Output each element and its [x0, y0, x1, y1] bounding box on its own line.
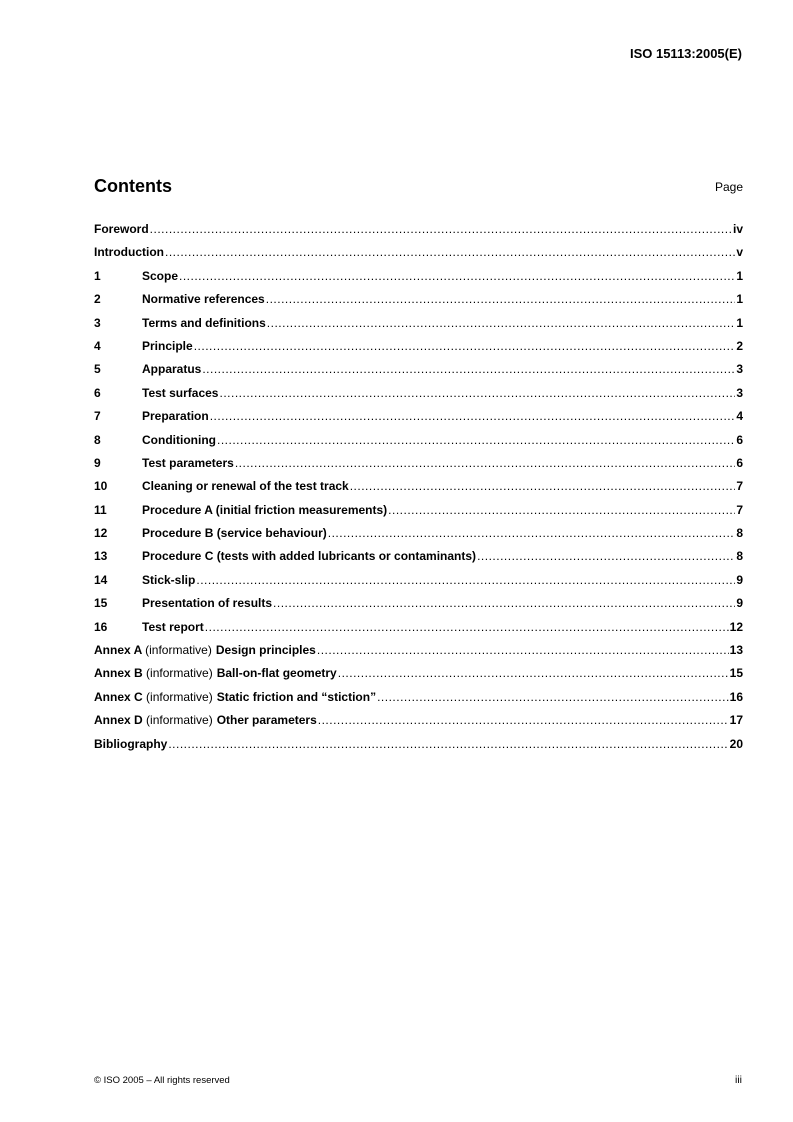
- toc-entry-label: Scope: [142, 268, 179, 283]
- toc-entry-label: Test parameters: [142, 455, 234, 470]
- toc-entry-page: 20: [729, 736, 743, 751]
- toc-entry-1[interactable]: [94, 269, 743, 292]
- toc-entry-number: 10: [94, 479, 108, 494]
- toc-entry-label: Terms and definitions: [142, 315, 266, 330]
- dot-leader: [205, 620, 729, 634]
- toc-entry-label: Principle: [142, 338, 193, 353]
- toc-entry-label: Apparatus: [142, 362, 202, 377]
- toc-entry-page: 2: [736, 338, 743, 353]
- dot-leader: [217, 433, 735, 447]
- toc-entry-label: Test surfaces: [142, 385, 219, 400]
- toc-entry-number: 9: [94, 455, 101, 470]
- dot-leader: [477, 549, 735, 563]
- toc-entry-number: 7: [94, 409, 101, 424]
- toc-entry-label: Foreword: [94, 222, 149, 236]
- toc-annex-d[interactable]: [94, 713, 743, 736]
- toc-entry-page: 3: [736, 362, 743, 377]
- dot-leader: [235, 456, 735, 470]
- toc-entry-page: 6: [736, 432, 743, 447]
- toc-entry-10[interactable]: [94, 479, 743, 502]
- dot-leader: [273, 596, 735, 610]
- toc-entry-page: 17: [729, 713, 743, 728]
- toc-entry-8[interactable]: [94, 433, 743, 456]
- toc-annex-b[interactable]: [94, 666, 743, 689]
- dot-leader: [165, 245, 735, 259]
- toc-entry-number: 4: [94, 338, 101, 353]
- toc-entry-7[interactable]: [94, 409, 743, 432]
- toc-entry-number: 1: [94, 268, 101, 283]
- toc-entry-label: Procedure C (tests with added lubricants or contaminants): [142, 549, 477, 564]
- page-column-label: Page: [714, 180, 743, 194]
- toc-entry-page: 16: [729, 689, 743, 704]
- dot-leader: [318, 713, 729, 727]
- dot-leader: [210, 409, 736, 423]
- toc-entry-number: 5: [94, 362, 101, 377]
- toc-entry-page: 9: [736, 596, 743, 611]
- toc-entry-label: Test report: [142, 619, 204, 634]
- annex-status: (informative): [145, 643, 212, 658]
- toc-entry-14[interactable]: [94, 573, 743, 596]
- toc-entry-label: Procedure B (service behaviour): [142, 526, 327, 541]
- toc-entry-16[interactable]: [94, 620, 743, 643]
- dot-leader: [202, 362, 735, 376]
- toc-entry-9[interactable]: [94, 456, 743, 479]
- toc-entry-page: 7: [736, 502, 743, 517]
- toc-entry-page: iv: [732, 222, 743, 236]
- annex-label: Annex B (informative): [94, 666, 213, 681]
- toc-entry-number: 8: [94, 432, 101, 447]
- dot-leader: [388, 503, 735, 517]
- toc-entry-4[interactable]: [94, 339, 743, 362]
- toc-entry-13[interactable]: [94, 549, 743, 572]
- toc-entry-11[interactable]: [94, 503, 743, 526]
- toc-entry-page: 1: [736, 315, 743, 330]
- toc-entry-number: 16: [94, 619, 108, 634]
- toc-entry-introduction[interactable]: [94, 245, 743, 268]
- toc-entry-number: 12: [94, 526, 108, 541]
- table-of-contents: [94, 222, 743, 760]
- toc-entry-3[interactable]: [94, 316, 743, 339]
- toc-entry-number: 11: [94, 502, 107, 517]
- toc-entry-label: Conditioning: [142, 432, 216, 447]
- toc-annex-c[interactable]: [94, 690, 743, 713]
- toc-entry-label: Stick-slip: [142, 572, 196, 587]
- toc-entry-page: 1: [736, 268, 743, 283]
- dot-leader: [168, 737, 728, 751]
- toc-entry-page: 13: [729, 643, 743, 658]
- annex-label: Annex A (informative): [94, 643, 212, 658]
- toc-entry-5[interactable]: [94, 362, 743, 385]
- dot-leader: [266, 292, 736, 306]
- toc-entry-number: 3: [94, 315, 101, 330]
- annex-status: (informative): [146, 713, 213, 728]
- toc-entry-page: 4: [736, 409, 743, 424]
- dot-leader: [338, 666, 729, 680]
- annex-title: Static friction and “stiction”: [216, 689, 377, 704]
- dot-leader: [328, 526, 736, 540]
- annex-title: Design principles: [215, 643, 316, 658]
- annex-status: (informative): [146, 689, 213, 704]
- toc-entry-12[interactable]: [94, 526, 743, 549]
- annex-label: Annex C (informative): [94, 689, 213, 704]
- annex-title: Other parameters: [216, 713, 317, 728]
- dot-leader: [150, 222, 732, 236]
- toc-entry-page: 6: [736, 455, 743, 470]
- dot-leader: [219, 386, 735, 400]
- contents-header: [94, 176, 743, 200]
- toc-entry-page: 7: [736, 479, 743, 494]
- copyright-notice: © ISO 2005 – All rights reserved: [94, 1075, 230, 1086]
- toc-entry-label: Introduction: [94, 245, 164, 260]
- toc-entry-number: 15: [94, 596, 108, 611]
- dot-leader: [196, 573, 735, 587]
- dot-leader: [267, 316, 736, 330]
- toc-entry-label: Bibliography: [94, 736, 168, 751]
- annex-status: (informative): [146, 666, 213, 681]
- toc-entry-page: 8: [736, 549, 743, 564]
- toc-entry-6[interactable]: [94, 386, 743, 409]
- dot-leader: [377, 690, 729, 704]
- page-title: Contents: [94, 176, 172, 196]
- toc-entry-page: 15: [729, 666, 743, 681]
- toc-entry-page: 12: [729, 619, 743, 634]
- toc-entry-page: 1: [736, 292, 743, 307]
- toc-entry-2[interactable]: [94, 292, 743, 315]
- dot-leader: [179, 269, 735, 283]
- toc-entry-page: 8: [736, 526, 743, 541]
- page-number: iii: [735, 1074, 742, 1086]
- dot-leader: [350, 479, 736, 493]
- toc-entry-number: 6: [94, 385, 101, 400]
- toc-entry-bibliography[interactable]: [94, 737, 743, 760]
- toc-entry-page: 9: [736, 572, 743, 587]
- toc-entry-label: Normative references: [142, 292, 265, 307]
- toc-entry-label: Procedure A (initial friction measurements): [142, 502, 388, 517]
- toc-entry-number: 2: [94, 292, 101, 307]
- toc-entry-number: 13: [94, 549, 108, 564]
- toc-entry-page: 3: [736, 385, 743, 400]
- toc-entry-label: Presentation of results: [142, 596, 273, 611]
- dot-leader: [194, 339, 736, 353]
- toc-entry-label: Cleaning or renewal of the test track: [142, 479, 349, 494]
- toc-entry-foreword[interactable]: [94, 222, 743, 245]
- document-id: ISO 15113:2005(E): [629, 46, 742, 61]
- annex-label: Annex D (informative): [94, 713, 213, 728]
- toc-entry-label: Preparation: [142, 409, 209, 424]
- toc-annex-a[interactable]: [94, 643, 743, 666]
- toc-entry-15[interactable]: [94, 596, 743, 619]
- toc-entry-page: v: [736, 245, 743, 260]
- toc-entry-number: 14: [94, 572, 108, 587]
- annex-title: Ball-on-flat geometry: [216, 666, 337, 681]
- dot-leader: [317, 643, 729, 657]
